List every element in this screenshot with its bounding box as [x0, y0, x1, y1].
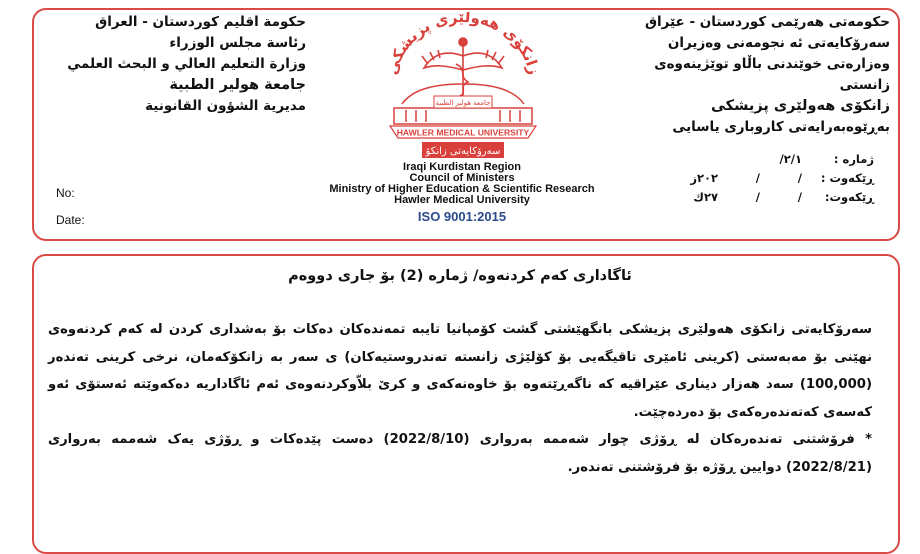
ref-number-row — [654, 150, 874, 169]
logo-banner-text: HAWLER MEDICAL UNIVERSITY — [396, 127, 530, 138]
ref-date-label-1: ڕێکەوت : — [820, 171, 874, 185]
ref-date-value-2: //٢٧ك — [693, 190, 802, 204]
date-label: Date: — [56, 213, 85, 227]
notice-paragraph-2: * فرۆشتنی تەندەرەکان لە ڕۆژی چوار شەممە بەرواری (2022/8/10) دەست پێدەکات و ڕۆژی یەک شەممە بەرواری (2022/8/21) دوایین ڕۆژە بۆ فرۆشتنی تەندەر. — [48, 432, 873, 475]
kurdish-letterhead — [600, 12, 890, 138]
notice-paragraph-1: سەرۆکایەتی زانکۆی هەولێری پزیشکی بانگهێشتی گشت کۆمپانیا تایبە تمەندەکان دەکات بۆ بەشداری کردن لە کەم کردنەوەی نهێنی بۆ مەبەستی (کرینی ئامێری تاقیگەیی بۆ کۆلێژی زانستە تەندروستیەکان) ی سەر بە زانکۆکەمان، نرخی کرینی تەندەر (100,000) سەد هەزار دیناری عێراقیە کە ناگەڕێتەوە بۆ خاوەنەکەی و کرێ بلاّوکردنەوەی ئەم ئاگاداریە دەکەوێتە ئەستۆی ئەو کەسەی کەتەندەرەکەی بۆ دەردەچێت. — [48, 322, 872, 420]
ref-date-label-2: ڕێکەوت: — [824, 190, 874, 204]
ku-line-1: حکومەتی هەرێمی کوردستان - عێراق — [644, 14, 890, 30]
ar-line-2: رئاسة مجلس الوزراء — [169, 35, 306, 51]
ref-date-value-1: //٢٠٢ز — [690, 171, 802, 185]
notice-title: ئاگاداری کەم کردنەوە/ ژمارە (2) بۆ جاری دووەم — [288, 268, 632, 284]
ku-line-5: بەڕێوەبەرایەتی کاروباری یاسایی — [672, 119, 890, 135]
arabic-letterhead — [66, 12, 306, 117]
en-line-4: Hawler Medical University — [394, 194, 530, 206]
ref-date-row-2 — [654, 188, 874, 207]
no-date-block — [56, 180, 85, 234]
ar-line-1: حكومة اقليم كوردستان - العراق — [95, 14, 306, 30]
ar-line-4: جامعة هولير الطبية — [169, 77, 306, 93]
ar-line-3: وزارة التعليم العالي و البحث العلمي — [67, 56, 306, 72]
logo-red-bar-text: سەرۆكايەتی زانكۆ — [425, 146, 501, 157]
en-line-1: Iraqi Kurdistan Region — [403, 161, 521, 173]
logo-emblem-icon — [372, 12, 554, 160]
ref-number-value: ٢/١/ — [779, 152, 802, 166]
ref-number-label: ژمارە : — [833, 152, 874, 166]
en-line-3: Ministry of Higher Education & Scientific Research — [329, 183, 595, 195]
english-letterhead — [322, 162, 602, 226]
iso-certification: ISO 9001:2015 — [417, 209, 507, 224]
notice-body — [48, 316, 872, 481]
ar-line-5: مديرية الشؤون القانونية — [145, 98, 306, 114]
logo-wings-icon — [422, 38, 504, 98]
reference-block — [654, 150, 874, 207]
logo-arc-text: زانكۆی هەولێری پزیشكی — [382, 12, 544, 77]
logo-inner-text: جامعة هولير الطبية — [435, 99, 491, 107]
university-logo — [372, 12, 554, 160]
en-line-2: Council of Ministers — [409, 172, 515, 184]
no-label: No: — [56, 186, 75, 200]
ku-line-2: سەرۆکایەتی ئە نجومەنی وەزیران — [667, 35, 890, 51]
ku-line-4: زانکۆی هەولێری پزیشکی — [711, 98, 890, 114]
ku-line-3: وەزارەتی خوێندنی باڵاو توێژینەوەی زانستی — [654, 56, 890, 93]
ref-date-row-1 — [654, 169, 874, 188]
